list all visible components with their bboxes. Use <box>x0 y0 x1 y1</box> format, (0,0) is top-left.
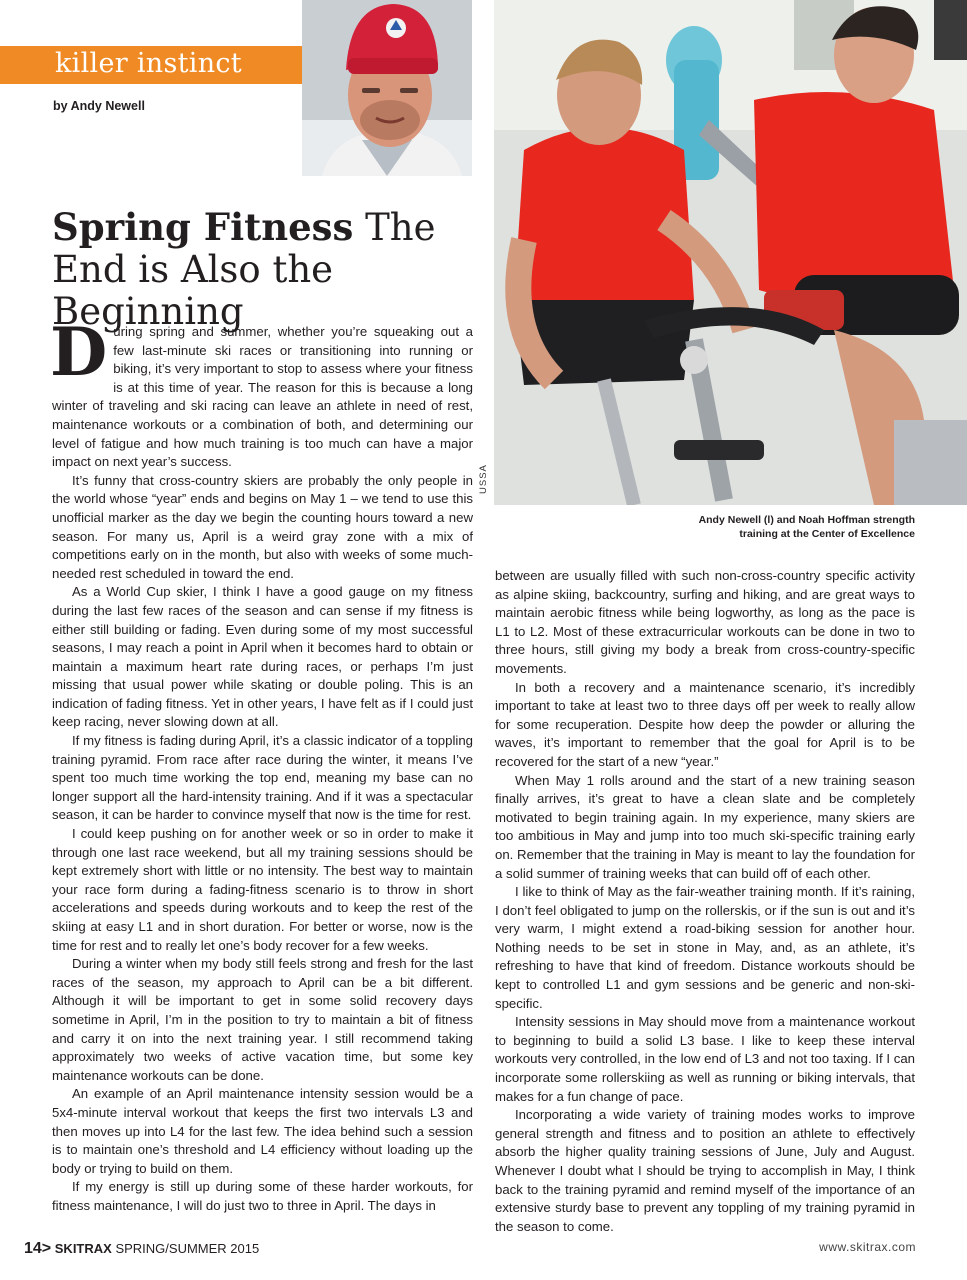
article-paragraph: Incorporating a wide variety of training modes works to improve general strength and fitness and to position an athlete to effectively absorb the higher quality training sessions of June, July and August. Whenever I doubt what I should be trying to accomplish in May, I think back to the training pyramid and remind myself of the importance of an extensive sturdy base to prevent any toppling of my training pyramid in the season to come. <box>495 1107 915 1234</box>
author-portrait-illustration <box>302 0 472 176</box>
article-paragraph: As a World Cup skier, I think I have a good gauge on my fitness during the last few races of the season and can sense if my fitness is either still building or fading. Even during some of my most successful seasons, I may reach a point in April when it becomes hard to obtain or maintain a maximum heart rate during races, or perhaps I’m just missing that usual power while skating or double poling. This is an indication of fading fitness. Yet in other years, I have felt as if I could just keep racing, never slowing down at all. <box>52 584 473 730</box>
page-number: 14> <box>24 1240 52 1257</box>
issue-label: SPRING/SUMMER 2015 <box>111 1241 260 1256</box>
section-label: killer instinct <box>55 48 242 79</box>
article-title-rest: The End is Also the Beginning <box>52 206 436 333</box>
article-paragraph: I like to think of May as the fair-weather training month. If it’s raining, I don’t feel obligated to jump on the rollerskis, or if the sun is out and it’s very warm, I might extend a road-biking session for another hour. Nothing needs to be set in stone in May, and, as an athlete, it’s refreshing to have that kind of freedom. Distance workouts should be kept to controlled L1 and gym sessions and be generic and non-ski-specific. <box>495 884 915 1011</box>
article-paragraph: During a winter when my body still feels strong and fresh for the last races of the season, my approach to April can be a bit different. Although it will be important to get in some solid recovery days sometime in April, I’m in the position to try to maintain a bit of fitness and carry it on into the next training year. I still recommend taking approximately two weeks of active vacation time, but some key maintenance workouts can be done. <box>52 956 473 1083</box>
article-column-right <box>495 567 915 1236</box>
article-paragraph: Intensity sessions in May should move from a maintenance workout to beginning to build a solid L3 base. I like to keep these interval workouts very controlled, in the low end of L3 and not too taxing. If I can incorporate some rollerskiing as well as running or biking intervals, that makes for a fun change of pace. <box>495 1014 915 1104</box>
photo-credit: USSA <box>478 464 489 494</box>
photo-caption: Andy Newell (l) and Noah Hoffman strength training at the Center of Excellence <box>698 514 915 540</box>
section-banner <box>0 46 302 84</box>
article-paragraph: I could keep pushing on for another week or so in order to make it through one last race weekend, but all my training sessions should be kept extremely short with little or no intensity. The best way to maintain your race form during a fading-fitness scenario is to throw in short accelerations and speeds during workouts and to keep the rest of the skiing at easy L1 and in short duration. For better or worse, now is the time for rest and to really let one’s body recover for a few weeks. <box>52 826 473 953</box>
article-title-bold: Spring Fitness <box>52 205 354 249</box>
article-paragraph: It’s funny that cross-country skiers are probably the only people in the world whose “year” ends and begins on May 1 – we tend to use this unofficial marker as the day we begin the counting hours toward a new season. For many us, April is a weird gray zone with a mix of competitions early on in the month, but also with weeks of some much-needed rest scheduled in toward the end. <box>52 472 473 581</box>
article-paragraph: When May 1 rolls around and the start of a new training season finally arrives, it’s great to have a clean slate and be completely motivated to begin training again. In my experience, many skiers are too ambitious in May and jump into too much ski-specific training early on. Remember that the training in May is meant to lay the foundation for a solid summer of training weeks that can build off of each other. <box>495 772 915 881</box>
article-paragraph: During spring and summer, whether you’re squeaking out a few last-minute ski races or transitioning into running or biking, it’s very important to stop to assess where your fitness is at this time of year. The reason for this is because a long winter of traveling and ski racing can leave an athlete in need of rest, maintenance workouts or a combination of both, and determining our level of fatigue and how much training is too much can have a major impact on next year’s success. <box>50 313 473 470</box>
page-footer <box>24 1240 259 1258</box>
article-paragraph: If my energy is still up during some of these harder workouts, for fitness maintenance, I will do just two to three in April. The days in <box>52 1179 473 1213</box>
article-title <box>52 206 492 333</box>
article-column-left <box>50 313 473 1216</box>
article-paragraph: An example of an April maintenance intensity session would be a 5x4-minute interval workout that keeps the first two intervals L3 and then moves up into L4 for the last few. The idea behind such a session is to maintain one’s threshold and L4 efficiency without loading up the body or trying to build on them. <box>52 1086 473 1176</box>
training-photo-illustration <box>494 0 967 505</box>
byline: by Andy Newell <box>53 99 145 113</box>
training-photo <box>494 0 967 505</box>
website-url: www.skitrax.com <box>819 1240 916 1254</box>
article-paragraph: between are usually filled with such non-cross-country specific activity as alpine skiing, backcountry, surfing and hiking, and are great ways to maintain aerobic fitness while being logworthy, as long as the pace is L1 to L2. Most of these extracurricular workouts can be done in two to three hours, still giving my body a break from cross-country-specific movements. <box>495 568 915 676</box>
article-paragraph: If my fitness is fading during April, it’s a classic indicator of a toppling training pyramid. From race after race during the winter, it means I’ve spent too much time working the top end, meaning my base can no longer support all the hard-intensity training. And if it was a spectacular season, it can be harder to convince myself that now is the time for rest. <box>52 733 473 823</box>
drop-cap: D <box>50 313 108 391</box>
magazine-name: SKITRAX <box>54 1241 112 1256</box>
author-portrait <box>302 0 472 176</box>
article-paragraph: In both a recovery and a maintenance scenario, it’s incredibly important to take at least two to three days off per week to really allow for some recuperation. Despite how deep the powder or alluring the waves, it’s important to remember that the goal for April is to be recovered for the start of a new “year.” <box>495 679 915 769</box>
